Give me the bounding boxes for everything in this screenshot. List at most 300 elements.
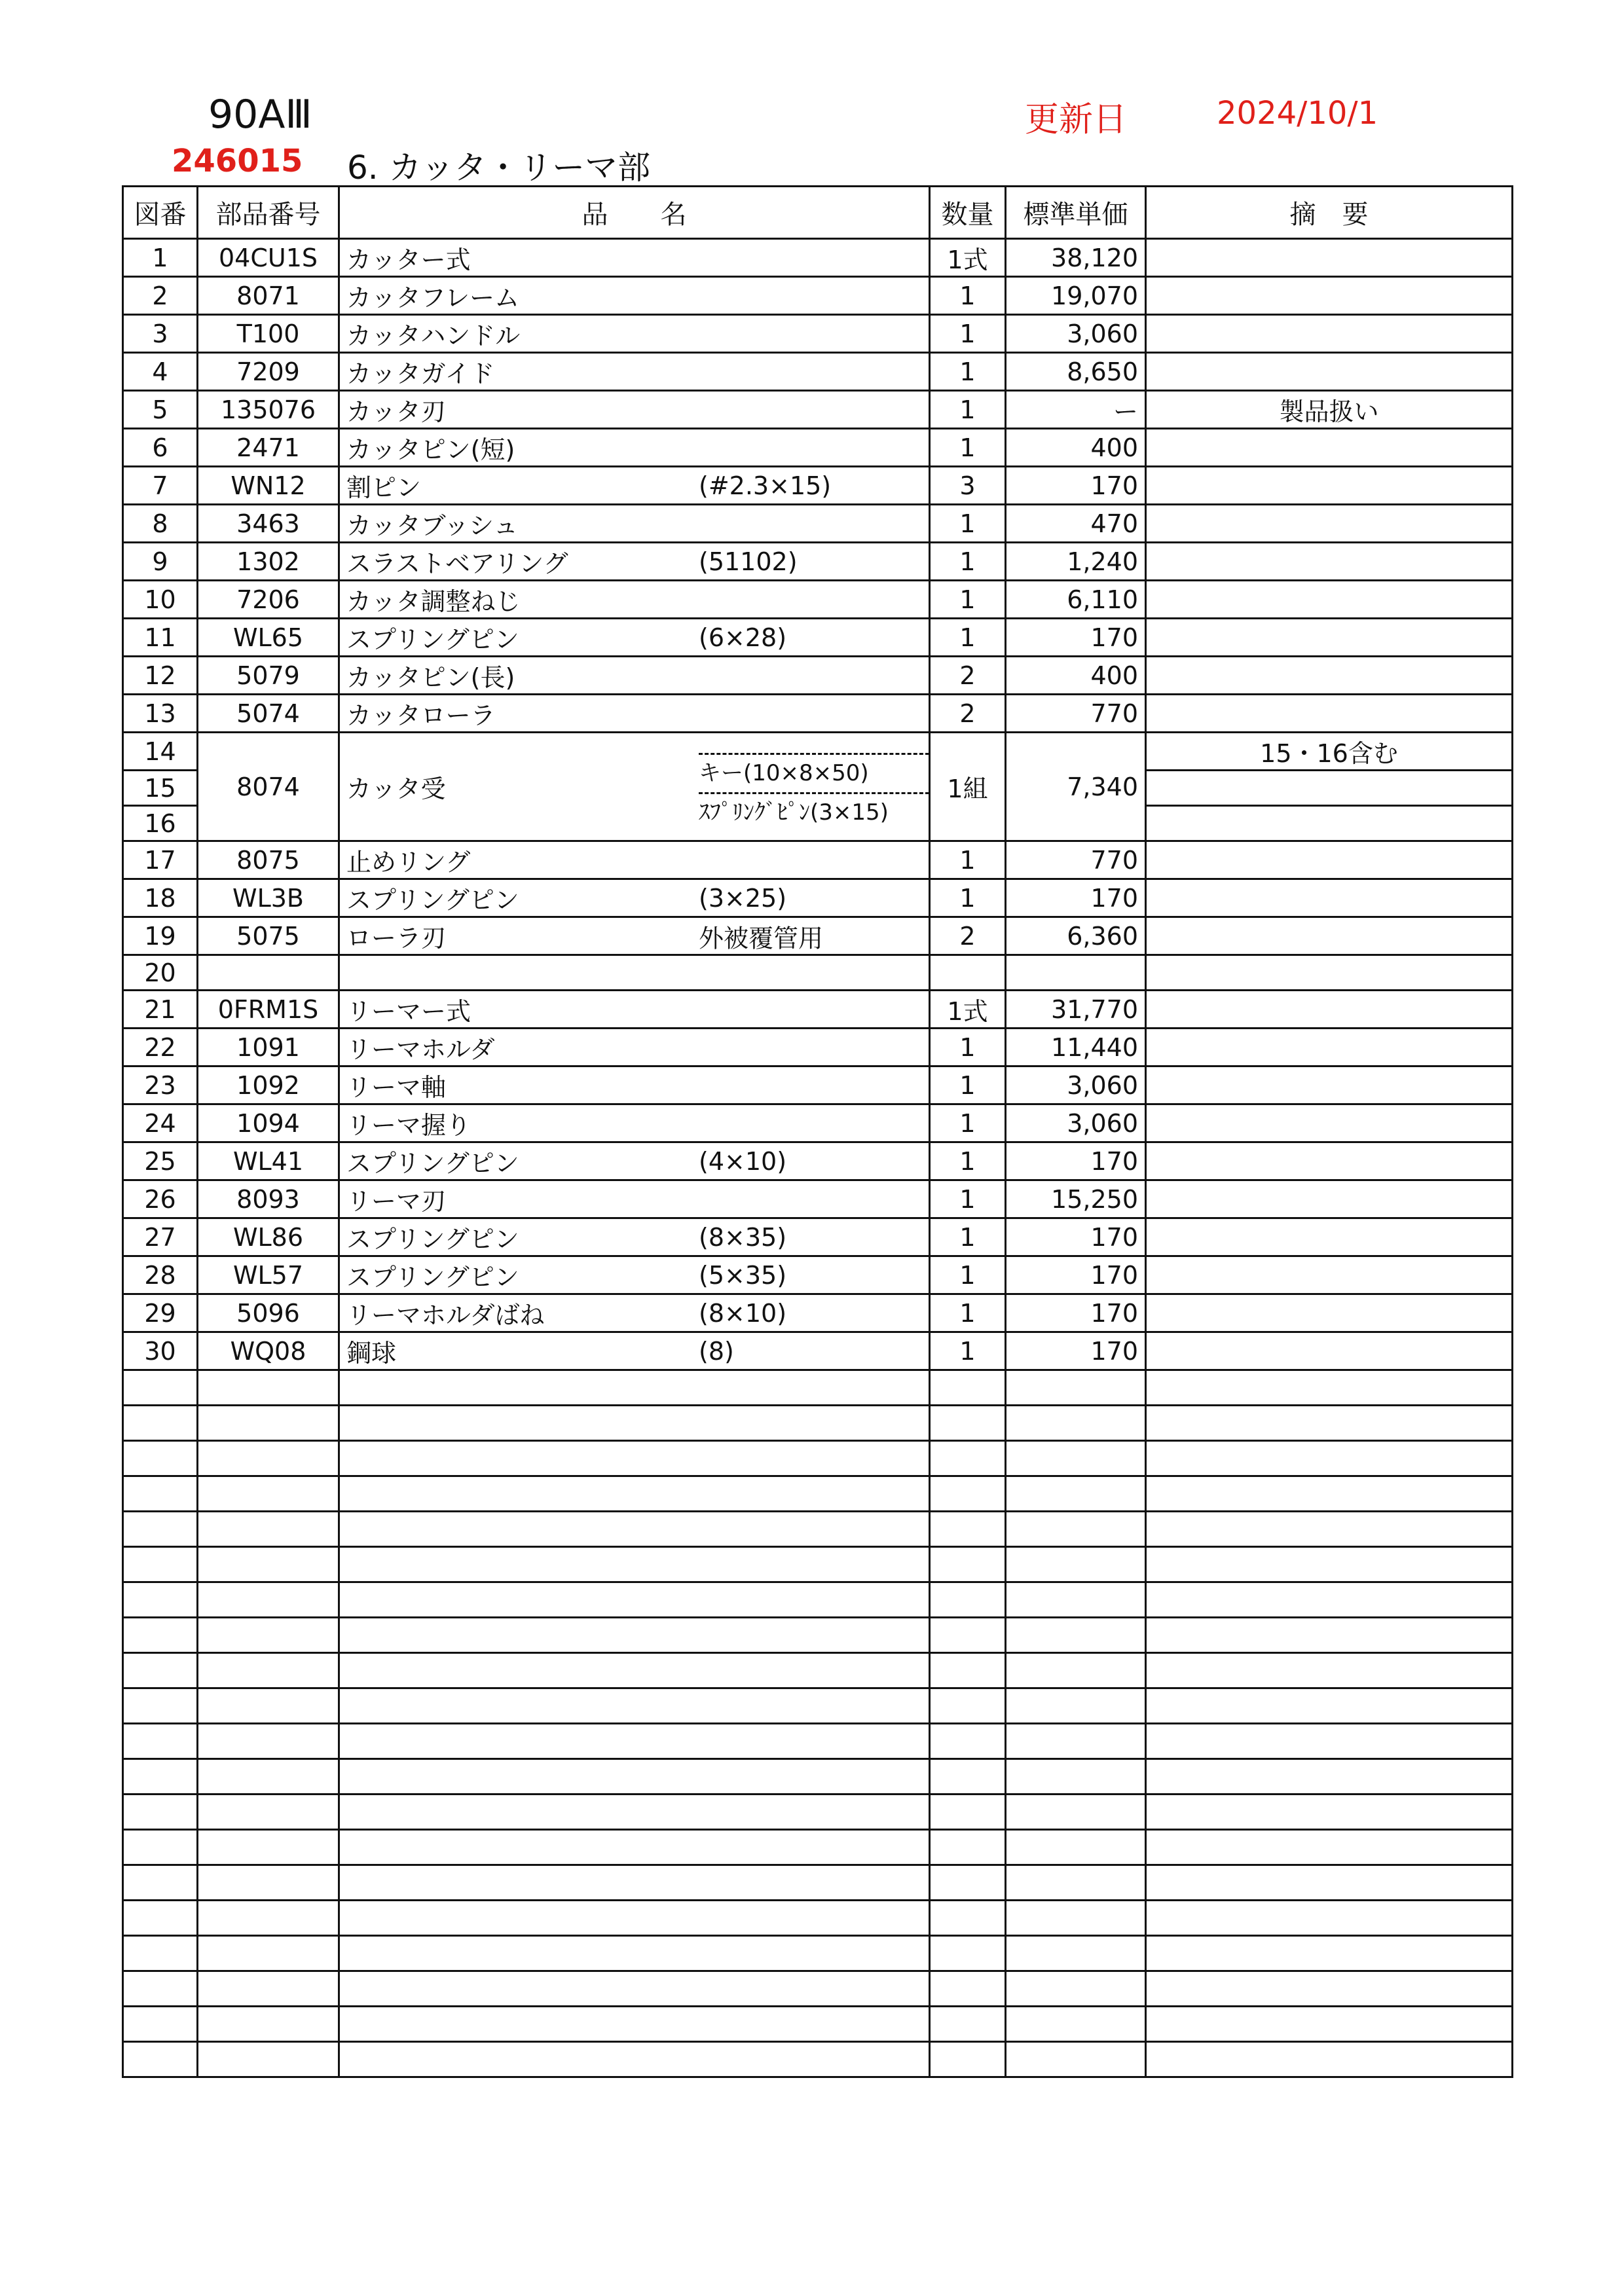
cell-no (123, 1370, 198, 1406)
cell-qty (930, 1476, 1006, 1512)
table-row (123, 1180, 1513, 1218)
cell-no: 6 (123, 429, 198, 467)
cell-no: 7 (123, 467, 198, 505)
cell-no: 29 (123, 1294, 198, 1332)
cell-no (123, 1724, 198, 1759)
cell-note (1146, 2042, 1513, 2077)
table-row-blank (123, 1547, 1513, 1582)
cell-name (339, 1512, 930, 1547)
table-header-row (123, 187, 1513, 239)
cell-no (123, 2007, 198, 2042)
cell-note (1146, 353, 1513, 391)
cell-note (1146, 1029, 1513, 1066)
cell-qty (930, 2042, 1006, 2077)
cell-price: 31,770 (1006, 991, 1146, 1029)
cell-name (339, 1104, 930, 1142)
cell-price (1006, 1688, 1146, 1724)
cell-name (339, 1066, 930, 1104)
part-spec: (3×25) (699, 883, 787, 913)
table-row (123, 657, 1513, 695)
cell-note (1146, 806, 1513, 841)
cell-part-number (198, 1795, 339, 1830)
cell-part-number (198, 1688, 339, 1724)
cell-name (339, 315, 930, 353)
cell-name (339, 1029, 930, 1066)
cell-name (339, 467, 930, 505)
cell-qty: 2 (930, 657, 1006, 695)
cell-qty: 1 (930, 1256, 1006, 1294)
cell-part-number: 5074 (198, 695, 339, 733)
table-row (123, 991, 1513, 1029)
cell-no (123, 1653, 198, 1688)
cell-price (1006, 1618, 1146, 1653)
cell-qty (930, 1547, 1006, 1582)
cell-note (1146, 1865, 1513, 1901)
part-name: リーマホルダばね (346, 1301, 545, 1330)
cell-name (339, 1724, 930, 1759)
part-name: スラストベアリング (346, 549, 568, 578)
cell-name (339, 429, 930, 467)
cell-part-number (198, 955, 339, 991)
cell-price: 770 (1006, 841, 1146, 879)
cell-name (339, 841, 930, 879)
table-row-blank (123, 1441, 1513, 1476)
cell-note (1146, 1936, 1513, 1971)
cell-note (1146, 619, 1513, 657)
cell-name (339, 1142, 930, 1180)
cell-part-number (198, 1865, 339, 1901)
cell-price: 3,060 (1006, 1104, 1146, 1142)
cell-name (339, 1971, 930, 2007)
cell-qty (930, 1936, 1006, 1971)
cell-note (1146, 1724, 1513, 1759)
cell-part-number: 7209 (198, 353, 339, 391)
part-spec: (5×35) (699, 1260, 787, 1290)
cell-part-number (198, 1618, 339, 1653)
part-name: カッタハンドル (346, 321, 521, 350)
cell-qty: 1 (930, 315, 1006, 353)
section-title: 6. カッタ・リーマ部 (347, 149, 651, 187)
table-row-blank (123, 1618, 1513, 1653)
table-row-blank (123, 1936, 1513, 1971)
part-name: スプリングピン (346, 1149, 519, 1178)
cell-price: 15,250 (1006, 1180, 1146, 1218)
cell-part-number: 0FRM1S (198, 991, 339, 1029)
col-header-part: 部品番号 (198, 187, 339, 239)
cell-no: 28 (123, 1256, 198, 1294)
cell-price: 170 (1006, 1218, 1146, 1256)
cell-price: 3,060 (1006, 1066, 1146, 1104)
cell-price: 770 (1006, 695, 1146, 733)
table-row-blank (123, 1865, 1513, 1901)
table-row (123, 505, 1513, 543)
cell-note (1146, 1830, 1513, 1865)
cell-qty (930, 1901, 1006, 1936)
cell-name (339, 879, 930, 917)
part-name: カッター式 (346, 246, 471, 274)
cell-note (1146, 1618, 1513, 1653)
cell-price: 38,120 (1006, 239, 1146, 277)
cell-qty: 1 (930, 619, 1006, 657)
cell-qty (930, 1512, 1006, 1547)
cell-no (123, 1971, 198, 2007)
cell-part-number: WL65 (198, 619, 339, 657)
cell-note (1146, 1370, 1513, 1406)
cell-no: 18 (123, 879, 198, 917)
cell-name (339, 505, 930, 543)
table-row-blank (123, 1830, 1513, 1865)
part-name: カッタ受 (346, 774, 446, 803)
table-row-blank (123, 1724, 1513, 1759)
table-row-blank (123, 2042, 1513, 2077)
cell-qty: 1式 (930, 239, 1006, 277)
cell-name (339, 1653, 930, 1688)
cell-no (123, 1901, 198, 1936)
cell-price (1006, 1724, 1146, 1759)
table-row-group (123, 733, 1513, 771)
cell-qty: 1 (930, 1332, 1006, 1370)
table-row (123, 1294, 1513, 1332)
cell-no: 21 (123, 991, 198, 1029)
cell-note (1146, 1582, 1513, 1618)
cell-name (339, 1370, 930, 1406)
cell-no: 27 (123, 1218, 198, 1256)
cell-part-number: 1094 (198, 1104, 339, 1142)
table-row-blank (123, 1901, 1513, 1936)
cell-price (1006, 1901, 1146, 1936)
part-name: カッタ調整ねじ (346, 587, 521, 616)
cell-price: 170 (1006, 467, 1146, 505)
table-row-blank (123, 1370, 1513, 1406)
table-row (123, 581, 1513, 619)
cell-part-number: 5075 (198, 917, 339, 955)
cell-qty: 1 (930, 1066, 1006, 1104)
cell-price (1006, 1865, 1146, 1901)
table-row-blank (123, 1971, 1513, 2007)
table-row-blank (123, 1759, 1513, 1795)
cell-no: 9 (123, 543, 198, 581)
cell-qty: 2 (930, 695, 1006, 733)
cell-no: 3 (123, 315, 198, 353)
cell-no (123, 1759, 198, 1795)
cell-note (1146, 1901, 1513, 1936)
cell-note (1146, 1218, 1513, 1256)
cell-part-number: 8093 (198, 1180, 339, 1218)
cell-qty (930, 1759, 1006, 1795)
cell-qty (930, 1971, 1006, 2007)
cell-name (339, 955, 930, 991)
cell-no (123, 1618, 198, 1653)
cell-note (1146, 1066, 1513, 1104)
cell-note (1146, 467, 1513, 505)
table-row (123, 467, 1513, 505)
col-header-note: 摘 要 (1146, 187, 1513, 239)
cell-note (1146, 315, 1513, 353)
cell-part-number (198, 1441, 339, 1476)
table-row (123, 1256, 1513, 1294)
cell-no: 1 (123, 239, 198, 277)
cell-name (339, 239, 930, 277)
table-row (123, 429, 1513, 467)
table-row (123, 1332, 1513, 1370)
cell-part-number (198, 1370, 339, 1406)
cell-name (339, 1688, 930, 1724)
cell-no: 24 (123, 1104, 198, 1142)
cell-name (339, 1180, 930, 1218)
cell-note (1146, 277, 1513, 315)
part-name: リーマ握り (346, 1111, 471, 1140)
model-name: 90AⅢ (208, 92, 312, 137)
cell-price (1006, 1830, 1146, 1865)
cell-price: 170 (1006, 1294, 1146, 1332)
cell-price (1006, 1476, 1146, 1512)
cell-note (1146, 1104, 1513, 1142)
cell-name (339, 1901, 930, 1936)
table-row (123, 1104, 1513, 1142)
cell-qty: 1 (930, 1294, 1006, 1332)
part-name: カッタガイド (346, 359, 495, 388)
cell-price (1006, 1582, 1146, 1618)
cell-part-number: 7206 (198, 581, 339, 619)
cell-price: 8,650 (1006, 353, 1146, 391)
cell-no (123, 1582, 198, 1618)
cell-qty: 1 (930, 841, 1006, 879)
part-name: リーマ刃 (346, 1187, 447, 1216)
cell-qty: 1 (930, 1104, 1006, 1142)
cell-price: 470 (1006, 505, 1146, 543)
cell-no (123, 1830, 198, 1865)
cell-note (1146, 2007, 1513, 2042)
cell-price (1006, 2007, 1146, 2042)
table-row-blank (123, 2007, 1513, 2042)
cell-price (1006, 1759, 1146, 1795)
cell-price: 11,440 (1006, 1029, 1146, 1066)
part-spec: (6×28) (699, 623, 787, 652)
part-name: カッタ刃 (346, 397, 446, 426)
cell-note: 製品扱い (1146, 391, 1513, 429)
cell-price: 19,070 (1006, 277, 1146, 315)
cell-name (339, 353, 930, 391)
cell-no: 4 (123, 353, 198, 391)
cell-note (1146, 771, 1513, 806)
cell-qty (930, 1406, 1006, 1441)
cell-no: 13 (123, 695, 198, 733)
part-name: スプリングピン (346, 1225, 519, 1254)
cell-price (1006, 1441, 1146, 1476)
cell-part-number (198, 1901, 339, 1936)
cell-no (123, 1406, 198, 1441)
part-spec: (4×10) (699, 1146, 787, 1176)
cell-part-number (198, 1406, 339, 1441)
cell-no: 10 (123, 581, 198, 619)
part-name: スプリングピン (346, 886, 519, 915)
cell-price (1006, 1370, 1146, 1406)
cell-name (339, 1830, 930, 1865)
cell-no: 15 (123, 771, 198, 806)
cell-qty: 1 (930, 505, 1006, 543)
cell-no: 8 (123, 505, 198, 543)
cell-price (1006, 955, 1146, 991)
part-spec-list (699, 753, 929, 831)
cell-qty (930, 1618, 1006, 1653)
col-header-no: 図番 (123, 187, 198, 239)
cell-part-number: 1091 (198, 1029, 339, 1066)
cell-part-number (198, 1830, 339, 1865)
cell-qty: 3 (930, 467, 1006, 505)
cell-name (339, 1759, 930, 1795)
table-row-blank (123, 1512, 1513, 1547)
col-header-price: 標準単価 (1006, 187, 1146, 239)
cell-name (339, 1547, 930, 1582)
cell-name (339, 917, 930, 955)
cell-no: 25 (123, 1142, 198, 1180)
cell-part-number: 8075 (198, 841, 339, 879)
cell-part-number (198, 1582, 339, 1618)
cell-price (1006, 1936, 1146, 1971)
cell-name (339, 1441, 930, 1476)
cell-part-number: WL3B (198, 879, 339, 917)
cell-note (1146, 1547, 1513, 1582)
cell-no: 19 (123, 917, 198, 955)
cell-price: 400 (1006, 429, 1146, 467)
cell-note (1146, 1512, 1513, 1547)
cell-qty: 1 (930, 1142, 1006, 1180)
cell-part-number: 1302 (198, 543, 339, 581)
cell-qty (930, 1795, 1006, 1830)
part-spec: (51102) (699, 547, 798, 576)
part-name: 止めリング (346, 848, 471, 877)
part-spec: (8) (699, 1336, 734, 1366)
cell-part-number: T100 (198, 315, 339, 353)
table-row (123, 619, 1513, 657)
table-row (123, 277, 1513, 315)
cell-note (1146, 1971, 1513, 2007)
cell-note (1146, 955, 1513, 991)
part-name: リーマ軸 (346, 1073, 447, 1102)
cell-qty: 1 (930, 543, 1006, 581)
cell-price: ー (1006, 391, 1146, 429)
cell-part-number: 04CU1S (198, 239, 339, 277)
part-spec: (#2.3×15) (699, 471, 832, 500)
cell-price (1006, 1971, 1146, 2007)
cell-part-number: 8074 (198, 733, 339, 841)
cell-note (1146, 1476, 1513, 1512)
part-name: リーマホルダ (346, 1035, 495, 1064)
part-name: 割ピン (346, 473, 422, 502)
part-spec: ｽﾌﾟﾘﾝｸﾞﾋﾟﾝ(3×15) (699, 799, 889, 826)
cell-price (1006, 2042, 1146, 2077)
table-row (123, 1142, 1513, 1180)
cell-part-number: WN12 (198, 467, 339, 505)
cell-note (1146, 879, 1513, 917)
cell-part-number (198, 1547, 339, 1582)
cell-name (339, 1618, 930, 1653)
part-name: スプリングピン (346, 1263, 519, 1292)
cell-name (339, 733, 930, 841)
table-row-blank (123, 1476, 1513, 1512)
table-row (123, 1029, 1513, 1066)
cell-note (1146, 657, 1513, 695)
cell-note (1146, 1688, 1513, 1724)
cell-qty (930, 1724, 1006, 1759)
table-row (123, 695, 1513, 733)
cell-name (339, 1795, 930, 1830)
part-name: カッタピン(長) (346, 663, 515, 692)
cell-name (339, 1332, 930, 1370)
part-name: スプリングピン (346, 625, 519, 654)
cell-note (1146, 917, 1513, 955)
cell-no: 17 (123, 841, 198, 879)
cell-qty (930, 1582, 1006, 1618)
cell-no: 5 (123, 391, 198, 429)
cell-name (339, 1294, 930, 1332)
table-row-blank (123, 1582, 1513, 1618)
cell-note (1146, 581, 1513, 619)
table-row-blank (123, 1688, 1513, 1724)
cell-name (339, 277, 930, 315)
cell-no (123, 1476, 198, 1512)
part-name: 鋼球 (346, 1339, 397, 1368)
cell-price: 6,360 (1006, 917, 1146, 955)
cell-qty (930, 1653, 1006, 1688)
cell-no: 11 (123, 619, 198, 657)
cell-qty (930, 1688, 1006, 1724)
cell-price (1006, 1653, 1146, 1688)
cell-part-number: 8071 (198, 277, 339, 315)
cell-qty (930, 1830, 1006, 1865)
cell-part-number (198, 1512, 339, 1547)
cell-name (339, 391, 930, 429)
cell-price (1006, 1406, 1146, 1441)
cell-no: 26 (123, 1180, 198, 1218)
cell-no (123, 1936, 198, 1971)
cell-qty: 1組 (930, 733, 1006, 841)
cell-part-number (198, 1653, 339, 1688)
cell-no (123, 1441, 198, 1476)
part-spec: キー(10×8×50) (699, 753, 929, 794)
cell-part-number: 5079 (198, 657, 339, 695)
table-row (123, 543, 1513, 581)
cell-note (1146, 505, 1513, 543)
cell-no (123, 1795, 198, 1830)
cell-part-number: 1092 (198, 1066, 339, 1104)
cell-price: 170 (1006, 1332, 1146, 1370)
cell-no (123, 1688, 198, 1724)
cell-price: 170 (1006, 1142, 1146, 1180)
update-date: 2024/10/1 (1217, 95, 1378, 132)
cell-price: 6,110 (1006, 581, 1146, 619)
cell-qty: 1 (930, 277, 1006, 315)
cell-name (339, 1218, 930, 1256)
cell-note (1146, 1759, 1513, 1795)
cell-price: 1,240 (1006, 543, 1146, 581)
cell-part-number (198, 2007, 339, 2042)
cell-part-number: WL86 (198, 1218, 339, 1256)
cell-qty: 1 (930, 1218, 1006, 1256)
part-name: カッタローラ (346, 701, 496, 730)
cell-part-number: WL57 (198, 1256, 339, 1294)
part-name: カッタブッシュ (346, 511, 519, 540)
cell-part-number: 2471 (198, 429, 339, 467)
cell-name (339, 657, 930, 695)
table-row (123, 917, 1513, 955)
cell-qty: 1 (930, 1029, 1006, 1066)
cell-note (1146, 991, 1513, 1029)
part-spec: (8×10) (699, 1298, 787, 1328)
cell-part-number (198, 1724, 339, 1759)
cell-part-number (198, 1971, 339, 2007)
cell-no: 2 (123, 277, 198, 315)
